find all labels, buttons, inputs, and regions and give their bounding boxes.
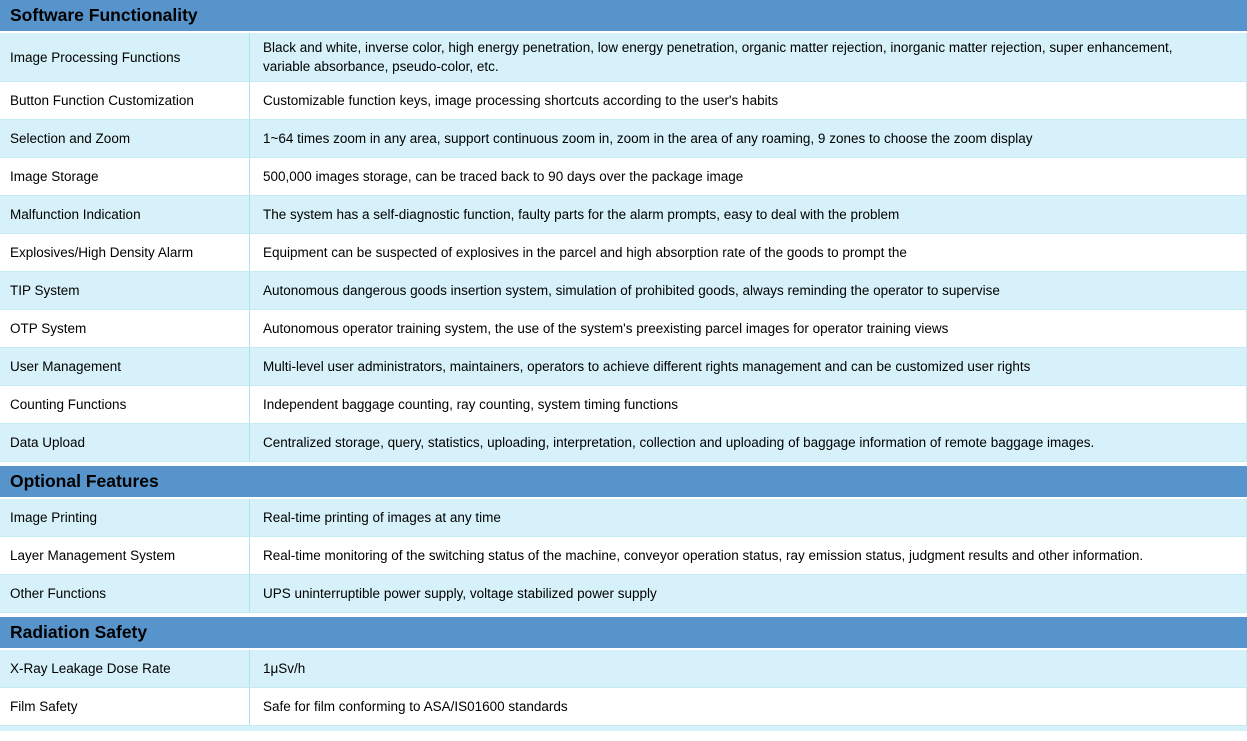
spec-label: Image Processing Functions [0,33,250,81]
spec-label: Data Upload [0,424,250,461]
section-header: Optional Features [0,466,1247,499]
spec-row [0,499,1247,537]
spec-row [0,120,1247,158]
spec-label: Other Functions [0,575,250,612]
spec-value: Equipment can be suspected of explosives in the parcel and high absorption rate of the goods to prompt the [250,234,1247,271]
spec-label: Counting Functions [0,386,250,423]
spec-value: Real-time printing of images at any time [250,499,1247,536]
spec-value: Safe for film conforming to ASA/IS01600 standards [250,688,1247,725]
spec-value: UPS uninterruptible power supply, voltage stabilized power supply [250,575,1247,612]
spec-row [0,537,1247,575]
spec-label: Layer Management System [0,537,250,574]
spec-label: TIP System [0,272,250,309]
spec-value: Centralized storage, query, statistics, uploading, interpretation, collection and uploading of baggage information of remote baggage images. [250,424,1247,461]
spec-row [0,386,1247,424]
spec-row [0,650,1247,688]
spec-row [0,688,1247,726]
spec-row [0,82,1247,120]
spec-label: Button Function Customization [0,82,250,119]
spec-label: X-Ray Leakage Dose Rate [0,650,250,687]
spec-label: Image Storage [0,158,250,195]
spec-row [0,234,1247,272]
spec-value: Independent baggage counting, ray counting, system timing functions [250,386,1247,423]
spec-label: Malfunction Indication [0,196,250,233]
spec-value: Multi-level user administrators, maintainers, operators to achieve different rights management and can be customized user rights [250,348,1247,385]
section-header: Radiation Safety [0,617,1247,650]
spec-value: Real-time monitoring of the switching status of the machine, conveyor operation status, ray emission status, judgment results and other information. [250,537,1247,574]
spec-value: 1μSv/h [250,650,1247,687]
spec-label: User Management [0,348,250,385]
spec-value: 500,000 images storage, can be traced back to 90 days over the package image [250,158,1247,195]
spec-label: Explosives/High Density Alarm [0,234,250,271]
spec-value: The system has a self-diagnostic function, faulty parts for the alarm prompts, easy to deal with the problem [250,196,1247,233]
partial-row [0,726,1247,731]
spec-row [0,196,1247,234]
spec-value: Autonomous operator training system, the use of the system's preexisting parcel images for operator training views [250,310,1247,347]
spec-label: Image Printing [0,499,250,536]
section-header: Software Functionality [0,0,1247,33]
spec-label: Film Safety [0,688,250,725]
spec-row [0,33,1247,82]
spec-row [0,158,1247,196]
spec-label: Selection and Zoom [0,120,250,157]
spec-row [0,575,1247,613]
spec-row [0,424,1247,462]
spec-value: 1~64 times zoom in any area, support continuous zoom in, zoom in the area of any roaming, 9 zones to choose the zoom display [250,120,1247,157]
spec-value: Autonomous dangerous goods insertion system, simulation of prohibited goods, always reminding the operator to supervise [250,272,1247,309]
spec-row [0,272,1247,310]
spec-label: OTP System [0,310,250,347]
spec-row [0,348,1247,386]
spec-value: Customizable function keys, image processing shortcuts according to the user's habits [250,82,1247,119]
spec-row [0,310,1247,348]
spec-value: Black and white, inverse color, high energy penetration, low energy penetration, organic matter rejection, inorganic matter rejection, super enhancement, variable absorbance, pseudo-color, etc. [250,33,1247,81]
